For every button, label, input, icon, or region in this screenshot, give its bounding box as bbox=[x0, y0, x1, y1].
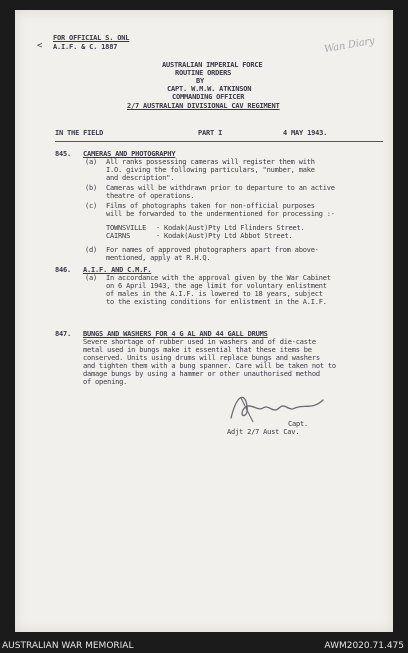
para-line: Cameras will be withdrawn prior to departure to an active bbox=[106, 184, 335, 192]
signatory-role: Adjt 2/7 Aust Cav. bbox=[227, 428, 300, 436]
processor-town: CAIRNS bbox=[106, 232, 131, 240]
header-by: BY bbox=[196, 77, 205, 85]
para-line: will be forwarded to the undermentioned for processing :- bbox=[106, 210, 335, 218]
header-force: AUSTRALIAN IMPERIAL FORCE bbox=[162, 61, 263, 69]
subpara-label: (a) bbox=[85, 274, 98, 282]
footer-bar bbox=[0, 640, 408, 653]
security-classification: FOR OFFICIAL S. ONL bbox=[53, 34, 130, 42]
para-line: to the existing conditions for enlistment in the A.I.F. bbox=[106, 298, 327, 306]
document-page bbox=[15, 10, 393, 632]
subpara-label: (d) bbox=[85, 246, 98, 254]
header-rule bbox=[55, 141, 383, 142]
para-line: theatre of operations. bbox=[106, 192, 195, 200]
para-line: mentioned, apply at R.H.Q. bbox=[106, 254, 211, 262]
handwritten-note: Wan Diary bbox=[323, 35, 376, 56]
footer-institution: AUSTRALIAN WAR MEMORIAL bbox=[2, 641, 134, 651]
signature-icon bbox=[223, 388, 333, 428]
para-line: In accordance with the approval given by the War Cabinet bbox=[106, 274, 331, 282]
header-unit: 2/7 AUSTRALIAN DIVISIONAL CAV REGIMENT bbox=[127, 102, 280, 110]
subpara-label: (a) bbox=[85, 158, 98, 166]
para-line: conserved. Units using drums will replace bungs and washers bbox=[83, 354, 320, 362]
para-line: All ranks possessing cameras will register them with bbox=[106, 158, 315, 166]
para-line: Severe shortage of rubber used in washers and of die-caste bbox=[83, 338, 316, 346]
para-line: of males in the A.I.F. is lowered to 18 years, subject bbox=[106, 290, 323, 298]
header-routine-orders: ROUTINE ORDERS bbox=[175, 69, 232, 77]
order-number: 846. bbox=[55, 266, 72, 274]
subpara-label: (c) bbox=[85, 202, 98, 210]
para-line: metal used in bungs make it essential that these items be bbox=[83, 346, 312, 354]
processor-firm: - Kodak(Aust)Pty Ltd Flinders Street. bbox=[156, 224, 305, 232]
processor-firm: - Kodak(Aust)Pty Ltd Abbot Street. bbox=[156, 232, 293, 240]
header-officer: CAPT. W.M.W. ATKINSON bbox=[167, 85, 252, 93]
para-line: Films of photographs taken for non-official purposes bbox=[106, 202, 315, 210]
para-line: and tighten them with a bung spanner. Care will be taken not to bbox=[83, 362, 336, 370]
processor-town: TOWNSVILLE bbox=[106, 224, 147, 232]
order-date: 4 MAY 1943. bbox=[283, 129, 328, 137]
in-the-field: IN THE FIELD bbox=[55, 129, 104, 137]
reference-number: A.I.F. & C. 1887 bbox=[53, 43, 118, 51]
order-title: A.I.F. AND C.M.F. bbox=[83, 266, 152, 274]
order-title: BUNGS AND WASHERS FOR 4 G AL AND 44 GALL DRUMS bbox=[83, 330, 268, 338]
signatory-title: Capt. bbox=[288, 420, 309, 428]
header-role: COMMANDING OFFICER bbox=[172, 93, 245, 101]
subpara-label: (b) bbox=[85, 184, 98, 192]
footer-accession-number: AWM2020.71.475 bbox=[324, 641, 404, 651]
para-line: and description". bbox=[106, 174, 175, 182]
order-title: CAMERAS AND PHOTOGRAPHY bbox=[83, 150, 176, 158]
corner-mark: < bbox=[37, 41, 43, 51]
order-number: 847. bbox=[55, 330, 72, 338]
part-label: PART I bbox=[198, 129, 223, 137]
para-line: For names of approved photographers apart from above- bbox=[106, 246, 319, 254]
para-line: of opening. bbox=[83, 378, 128, 386]
order-number: 845. bbox=[55, 150, 72, 158]
para-line: damage bungs by using a hammer or other unauthorised method bbox=[83, 370, 320, 378]
para-line: on 6 April 1943, the age limit for voluntary enlistment bbox=[106, 282, 327, 290]
para-line: I.O. giving the following particulars, "number, make bbox=[106, 166, 315, 174]
